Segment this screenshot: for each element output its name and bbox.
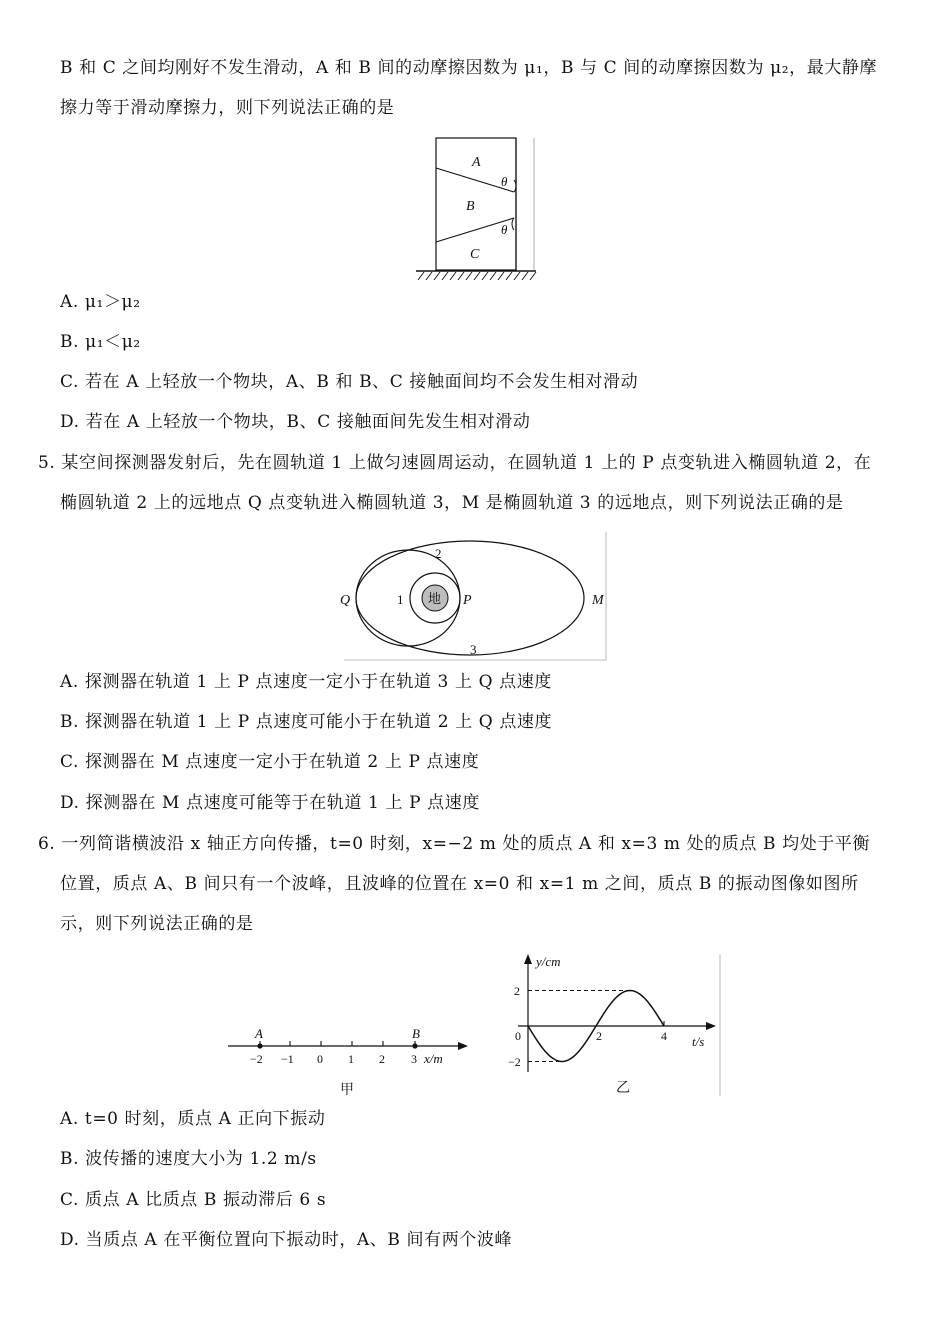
tick-label-0: 0 [317,1052,323,1066]
t-tick-label-4: 4 [661,1029,667,1043]
q6-option-b: B. 波传播的速度大小为 1.2 m/s [60,1149,317,1169]
orbit-2-label: 2 [435,546,442,561]
q6-option-a: A. t=0 时刻，质点 A 正向下振动 [60,1109,326,1129]
q6-option-d: D. 当质点 A 在平衡位置向下振动时，A、B 间有两个波峰 [60,1230,513,1250]
point-p-label: P [463,593,472,608]
q4-stem-line1: B 和 C 之间均刚好不发生滑动，A 和 B 间的动摩擦因数为 μ₁，B 与 C 间的动摩擦因数为 μ₂，最大静摩 [60,58,878,78]
t-axis-label: t/s [692,1034,705,1049]
x-axis-label: x/m [424,1051,443,1066]
label-b: B [466,199,475,214]
point-b-dot [412,1043,417,1048]
angle-theta-bottom: θ [501,222,508,237]
label-a: A [472,155,481,170]
q6-option-c: C. 质点 A 比质点 B 振动滞后 6 s [60,1190,327,1210]
q5-option-c: C. 探测器在 M 点速度一定小于在轨道 2 上 P 点速度 [60,752,480,772]
point-a-label: A [255,1026,263,1041]
point-q-label: Q [340,593,351,608]
t-axis-arrow [706,1022,716,1030]
q6-figure-yi [484,952,724,1098]
angle-theta-top: θ [501,174,508,189]
q6-figure-jia [228,1024,476,1100]
point-m-label: M [592,593,604,608]
q5-stem-line1: 5. 某空间探测器发射后，先在圆轨道 1 上做匀速圆周运动，在圆轨道 1 上的 P 点变轨进入椭圆轨道 2，在 [38,453,872,473]
x-axis-arrow [458,1042,468,1050]
tick-label-neg1: −1 [281,1052,294,1066]
q4-option-d: D. 若在 A 上轻放一个物块，B、C 接触面间先发生相对滑动 [60,412,531,432]
label-c: C [470,247,480,262]
q4-option-a: A. μ₁＞μ₂ [60,292,141,312]
orbit-3-label: 3 [470,642,477,657]
q5-option-a: A. 探测器在轨道 1 上 P 点速度一定小于在轨道 3 上 Q 点速度 [60,672,552,692]
q6-stem-line3: 示，则下列说法正确的是 [60,914,254,934]
q5-orbit-figure [336,532,608,662]
y-tick-label-0: 0 [515,1029,521,1043]
earth-label: 地 [428,591,442,606]
q4-stem-line2: 擦力等于滑动摩擦力，则下列说法正确的是 [60,98,395,118]
q4-option-c: C. 若在 A 上轻放一个物块，A、B 和 B、C 接触面间均不会发生相对滑动 [60,372,639,392]
lower-angle-arc [512,218,514,230]
q5-stem-line2: 椭圆轨道 2 上的远地点 Q 点变轨进入椭圆轨道 3，M 是椭圆轨道 3 的远地点，则下列说法正确的是 [60,493,844,513]
y-tick-label-2: 2 [514,984,520,998]
q6-stem-line2: 位置，质点 A、B 间只有一个波峰，且波峰的位置在 x=0 和 x=1 m 之间，质点 B 的振动图像如图所 [60,874,859,894]
figure-yi-caption: 乙 [616,1081,630,1096]
figure-jia-caption: 甲 [340,1083,354,1098]
x-axis-ticks [260,1041,415,1046]
point-b-label: B [412,1026,420,1041]
ground-hatching [418,272,536,280]
q5-option-d: D. 探测器在 M 点速度可能等于在轨道 1 上 P 点速度 [60,793,480,813]
y-axis-label: y/cm [536,954,561,969]
q4-option-b: B. μ₁＜μ₂ [60,332,141,352]
t-tick-label-2: 2 [596,1029,602,1043]
q6-stem-line1: 6. 一列简谐横波沿 x 轴正方向传播，t=0 时刻，x=−2 m 处的质点 A 和 x=3 m 处的质点 B 均处于平衡 [38,834,871,854]
q5-option-b: B. 探测器在轨道 1 上 P 点速度可能小于在轨道 2 上 Q 点速度 [60,712,553,732]
y-tick-label-neg2: −2 [508,1055,521,1069]
tick-label-1: 1 [348,1052,354,1066]
y-axis-arrow [524,954,532,964]
q4-block-figure [414,134,538,282]
tick-label-neg2: −2 [250,1052,263,1066]
tick-label-2: 2 [379,1052,385,1066]
point-a-dot [257,1043,262,1048]
tick-label-3: 3 [411,1052,417,1066]
orbit-1-label: 1 [397,592,404,607]
